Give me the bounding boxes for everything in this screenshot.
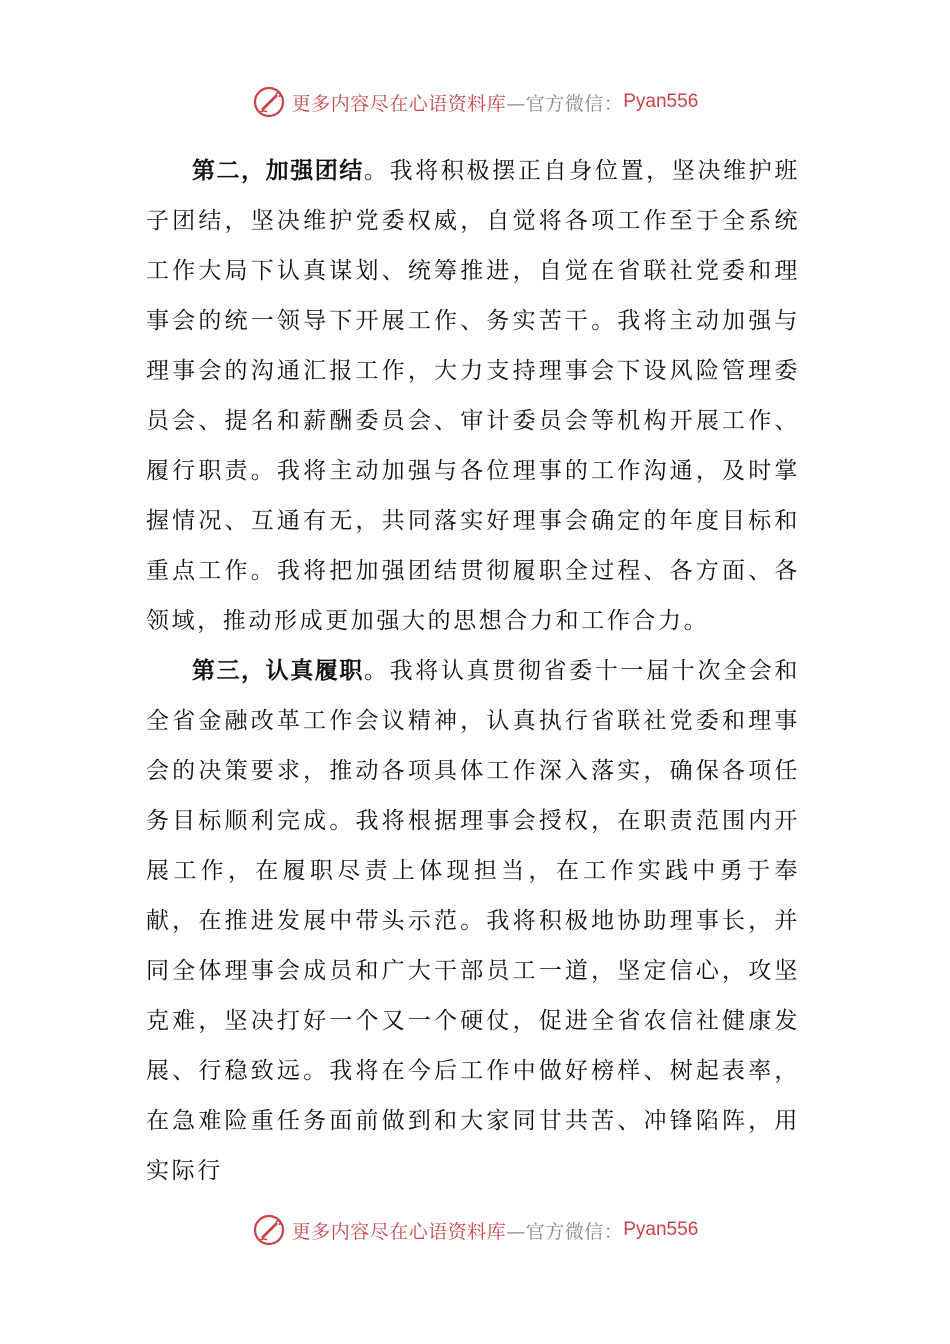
paragraph-lead-unity: 第二，加强团结 xyxy=(192,158,364,184)
paragraph-unity xyxy=(146,146,800,646)
paragraph-lead-duty: 第三，认真履职 xyxy=(192,658,364,684)
watermark-separator: —官方微信： xyxy=(506,92,624,115)
document-body xyxy=(146,146,800,1196)
paragraph-text-unity: 。我将积极摆正自身位置，坚决维护班子团结，坚决维护党委权威，自觉将各项工作至于全系统工作大局下认真谋划、统筹推进，自觉在省联社党委和理事会的统一领导下开展工作、务实苦干。我将主动加强与理事会的沟通汇报工作，大力支持理事会下设风险管理委员会、提名和薪酬委员会、审计委员会等机构开展工作、履行职责。我将主动加强与各位理事的工作沟通，及时掌握情况、互通有无，共同落实好理事会确定的年度目标和重点工作。我将把加强团结贯彻履职全过程、各方面、各领域，推动形成更加强大的思想合力和工作合力。 xyxy=(146,158,801,634)
watermark-wechat-id: Pyan556 xyxy=(623,91,699,112)
quill-logo-icon xyxy=(252,85,286,119)
watermark-header xyxy=(0,82,950,122)
watermark-separator: —官方微信： xyxy=(506,1220,624,1243)
quill-logo-icon xyxy=(252,1213,286,1247)
paragraph-duty xyxy=(146,646,800,1196)
watermark-brand-text: 更多内容尽在心语资料库 xyxy=(291,1220,507,1243)
watermark-brand-text: 更多内容尽在心语资料库 xyxy=(291,92,507,115)
paragraph-text-duty: 。我将认真贯彻省委十一届十次全会和全省金融改革工作会议精神，认真执行省联社党委和理事会的决策要求，推动各项具体工作深入落实，确保各项任务目标顺利完成。我将根据理事会授权，在职责范围内开展工作，在履职尽责上体现担当，在工作实践中勇于奉献，在推进发展中带头示范。我将积极地协助理事长，并同全体理事会成员和广大干部员工一道，坚定信心，攻坚克难，坚决打好一个又一个硬仗，促进全省农信社健康发展、行稳致远。我将在今后工作中做好榜样、树起表率，在急难险重任务面前做到和大家同甘共苦、冲锋陷阵，用实际行 xyxy=(146,658,801,1184)
watermark-wechat-id: Pyan556 xyxy=(623,1219,699,1240)
watermark-footer xyxy=(0,1210,950,1250)
